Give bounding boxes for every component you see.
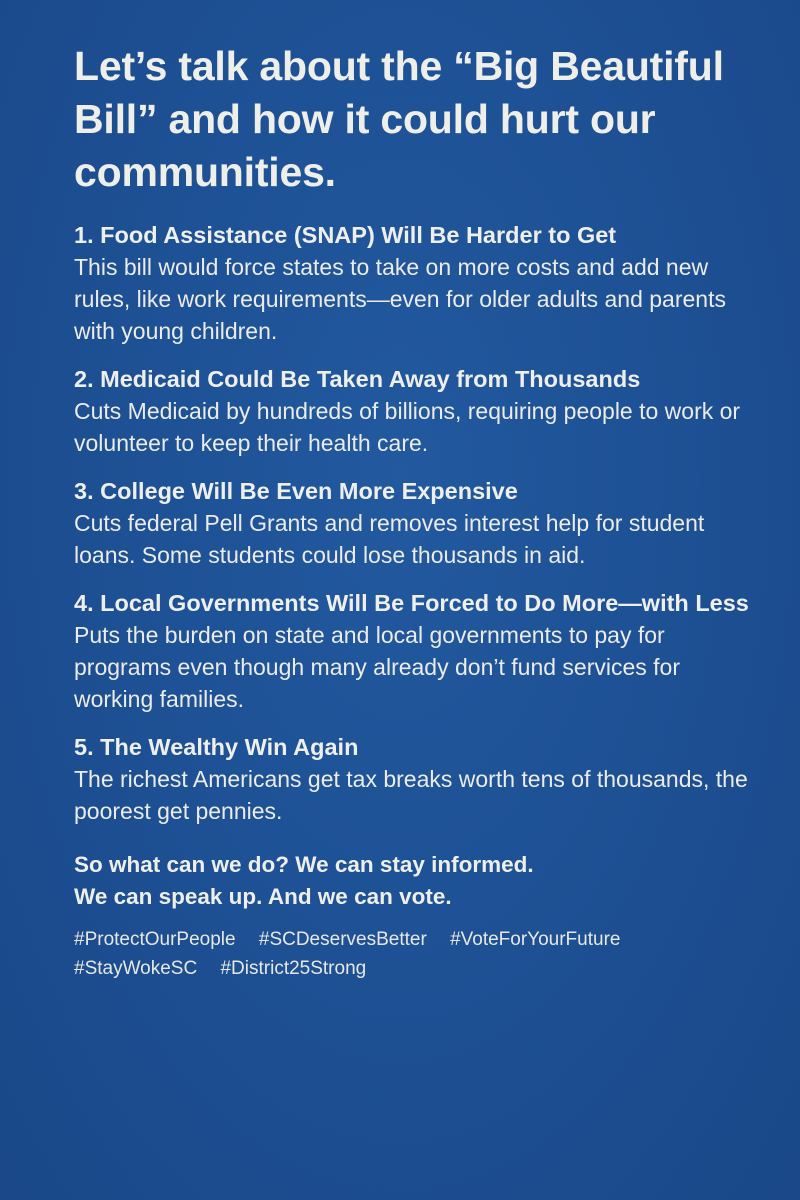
cta-line-1: So what can we do? We can stay informed. bbox=[74, 852, 534, 877]
section-college bbox=[74, 475, 750, 571]
section-body: Cuts federal Pell Grants and removes interest help for student loans. Some students could lose thousands in aid. bbox=[74, 510, 705, 568]
hashtag: #ProtectOurPeople bbox=[74, 929, 236, 950]
hashtag-row-2 bbox=[74, 954, 750, 983]
section-title: 2. Medicaid Could Be Taken Away from Thousands bbox=[74, 366, 641, 392]
section-title: 3. College Will Be Even More Expensive bbox=[74, 478, 518, 504]
section-title: 4. Local Governments Will Be Forced to Do More—with Less bbox=[74, 590, 749, 616]
section-body: This bill would force states to take on more costs and add new rules, like work requirements—even for older adults and parents with young children. bbox=[74, 254, 726, 344]
section-local-governments bbox=[74, 587, 750, 715]
headline: Let’s talk about the “Big Beautiful Bill” and how it could hurt our communities. bbox=[74, 43, 724, 195]
hashtag: #District25Strong bbox=[220, 958, 367, 979]
section-title: 1. Food Assistance (SNAP) Will Be Harder to Get bbox=[74, 222, 617, 248]
section-body: Cuts Medicaid by hundreds of billions, requiring people to work or volunteer to keep their health care. bbox=[74, 398, 741, 456]
hashtags bbox=[74, 925, 750, 983]
hashtag-row-1 bbox=[74, 925, 750, 954]
call-to-action bbox=[74, 849, 750, 913]
section-body: Puts the burden on state and local governments to pay for programs even though many already don’t fund services for working families. bbox=[74, 622, 680, 712]
section-body: The richest Americans get tax breaks worth tens of thousands, the poorest get pennies. bbox=[74, 766, 748, 824]
cta-line-2: We can speak up. And we can vote. bbox=[74, 884, 452, 909]
hashtag: #VoteForYourFuture bbox=[450, 929, 621, 950]
section-wealthy bbox=[74, 731, 750, 827]
section-snap bbox=[74, 219, 750, 347]
section-medicaid bbox=[74, 363, 750, 459]
section-title: 5. The Wealthy Win Again bbox=[74, 734, 359, 760]
hashtag: #SCDeservesBetter bbox=[258, 929, 427, 950]
hashtag: #StayWokeSC bbox=[74, 958, 198, 979]
